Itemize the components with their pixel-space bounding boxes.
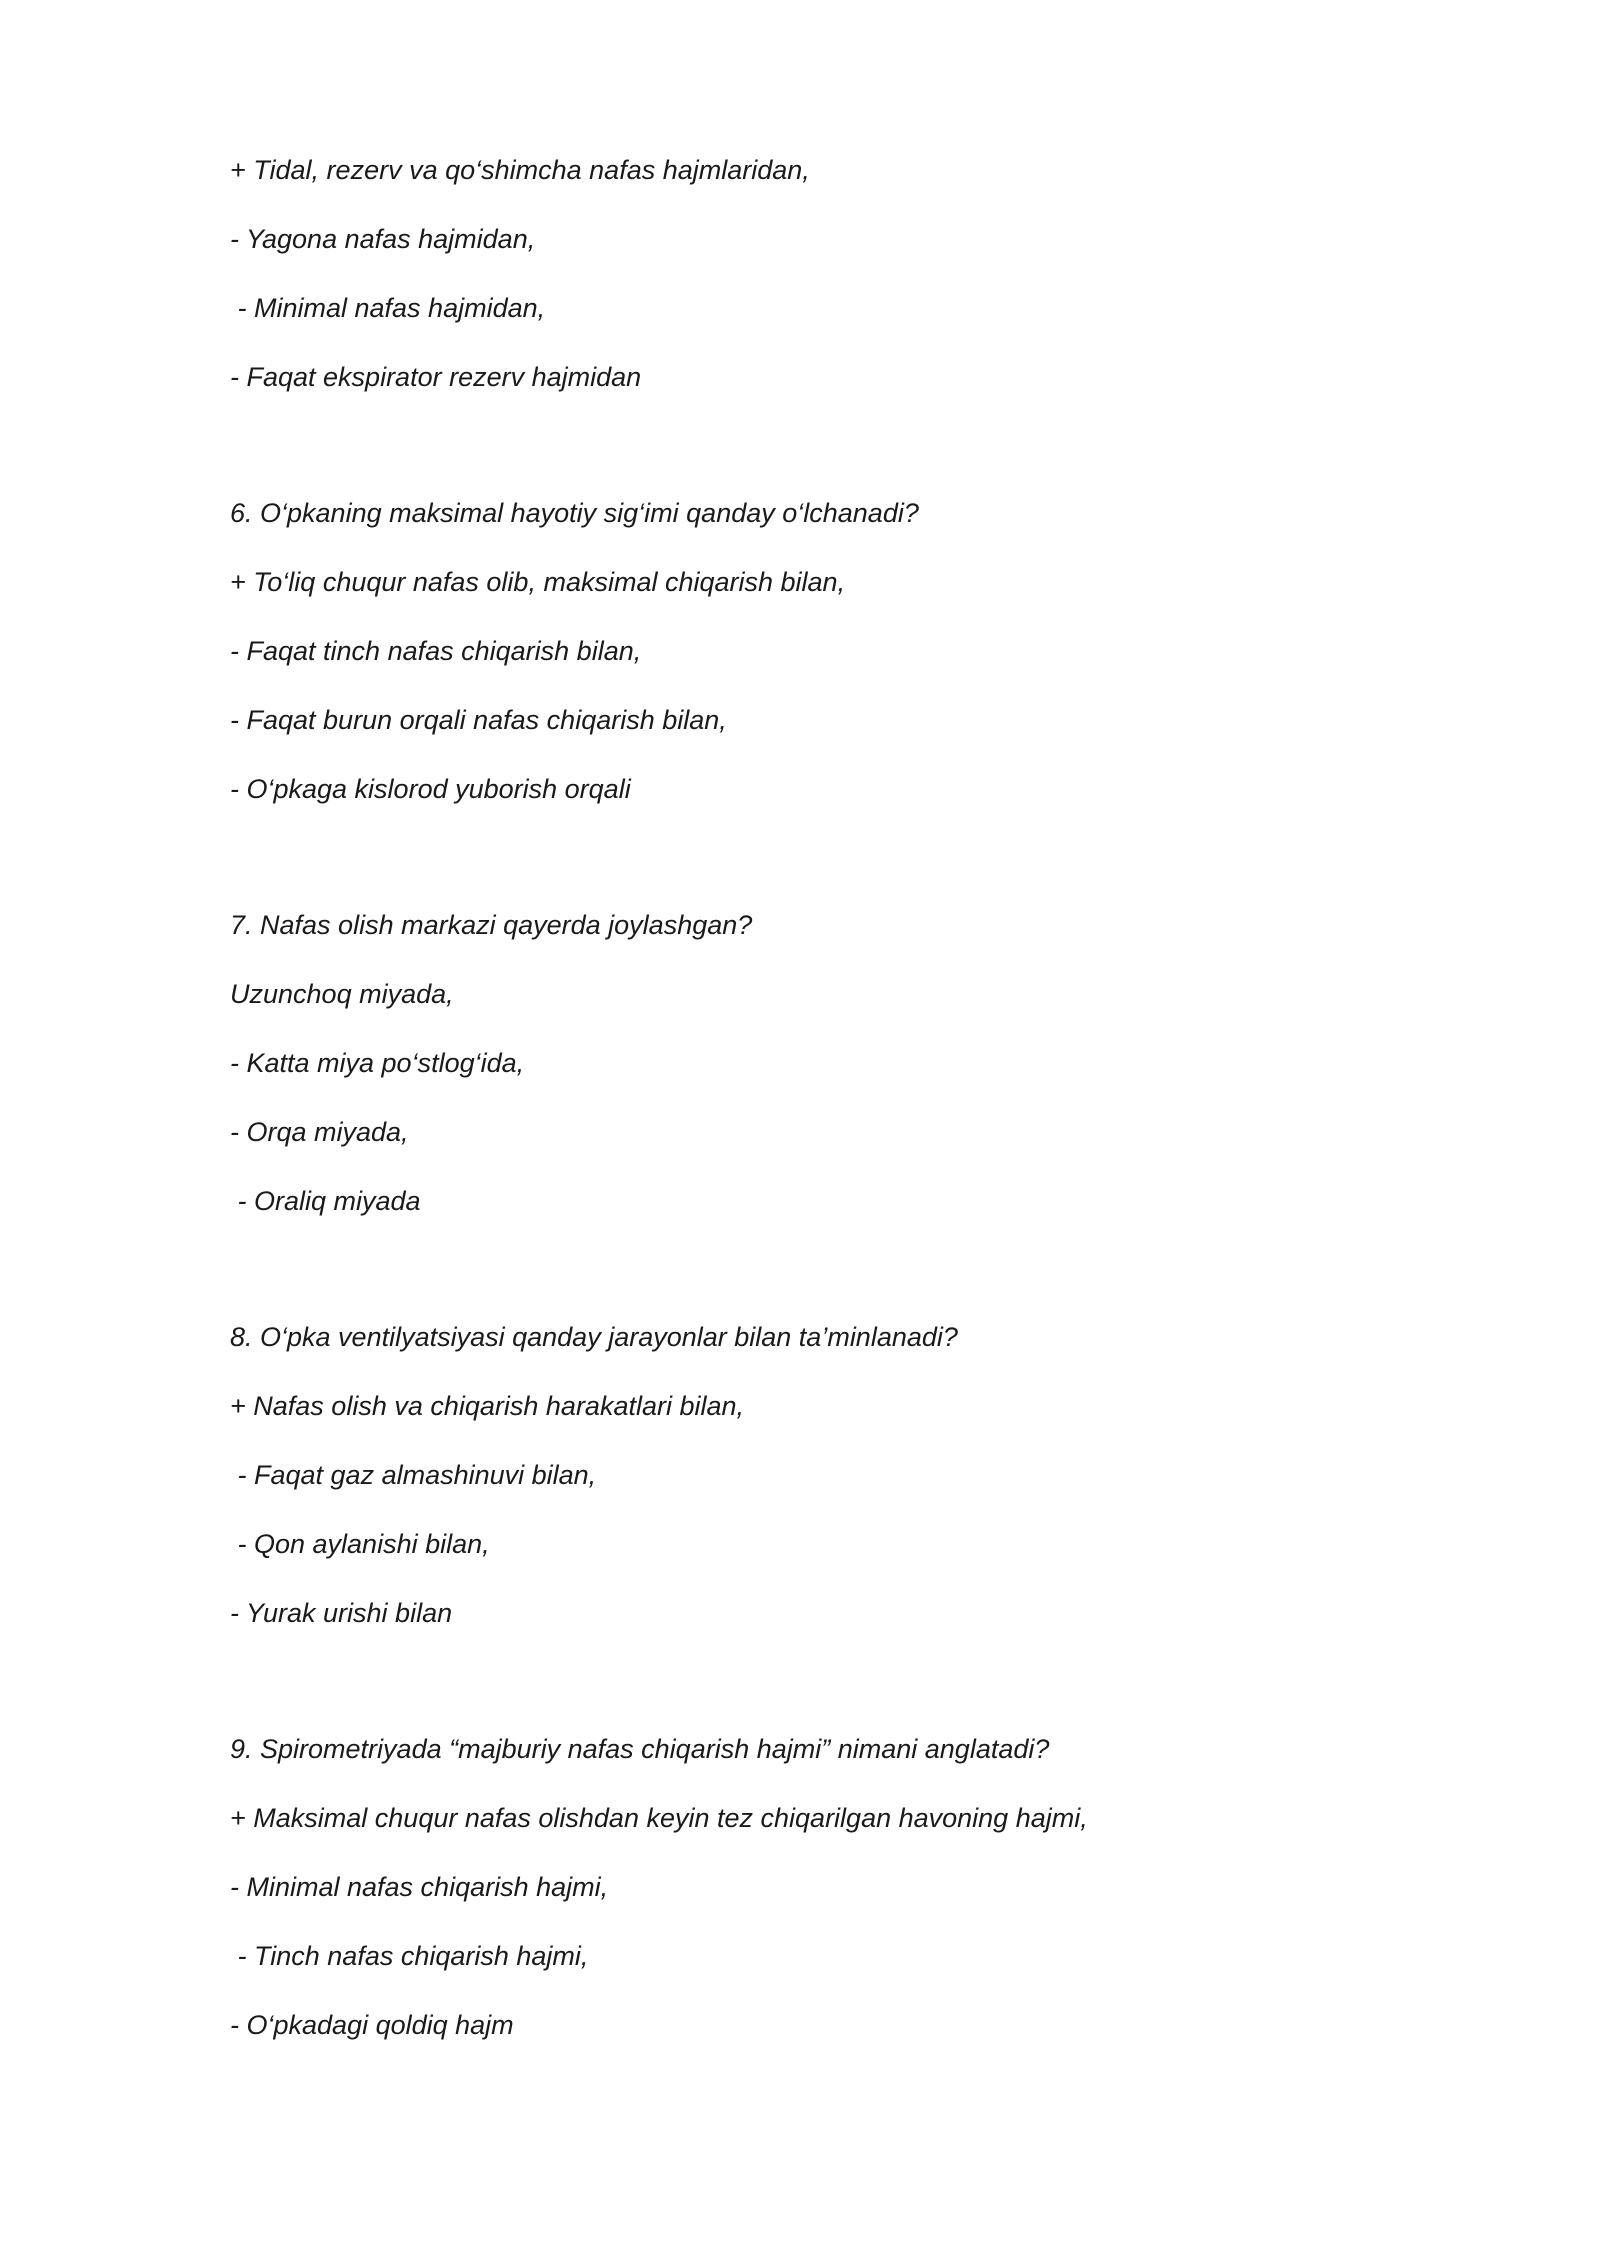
question-block-8 (230, 1317, 1430, 1633)
answer-option: - O‘pkaga kislorod yuborish orqali (230, 774, 631, 804)
answer-option: - O‘pkadagi qoldiq hajm (230, 2010, 514, 2040)
answer-option: - Oraliq miyada (230, 1186, 421, 1216)
answer-option: - Katta miya po‘stlog‘ida, (230, 1048, 525, 1078)
question-block-6 (230, 493, 1430, 809)
document-content (230, 150, 1430, 2074)
answer-option: - Orqa miyada, (230, 1117, 409, 1147)
block-spacer (230, 426, 1430, 493)
answer-option: - Yagona nafas hajmidan, (230, 224, 536, 254)
answer-option-correct: + Maksimal chuqur nafas olishdan keyin tez chiqarilgan havoning hajmi, (230, 1803, 1088, 1833)
answer-option: - Faqat burun orqali nafas chiqarish bilan, (230, 705, 727, 735)
block-spacer (230, 1250, 1430, 1317)
answer-option: - Minimal nafas hajmidan, (230, 293, 546, 323)
answer-option-correct: + Nafas olish va chiqarish harakatlari bilan, (230, 1391, 745, 1421)
answer-option-correct: + Tidal, rezerv va qo‘shimcha nafas hajmlaridan, (230, 155, 810, 185)
question-block-5-answers (230, 150, 1430, 397)
answer-option-correct: + To‘liq chuqur nafas olib, maksimal chiqarish bilan, (230, 567, 846, 597)
question-block-9 (230, 1729, 1430, 2045)
question-block-7 (230, 905, 1430, 1221)
block-spacer (230, 1662, 1430, 1729)
question-text: 6. O‘pkaning maksimal hayotiy sig‘imi qanday o‘lchanadi? (230, 498, 919, 528)
answer-option: - Tinch nafas chiqarish hajmi, (230, 1941, 589, 1971)
question-text: 9. Spirometriyada “majburiy nafas chiqarish hajmi” nimani anglatadi? (230, 1734, 1050, 1764)
question-text: 8. O‘pka ventilyatsiyasi qanday jarayonlar bilan ta’minlanadi? (230, 1322, 958, 1352)
answer-option: - Minimal nafas chiqarish hajmi, (230, 1872, 609, 1902)
answer-option: - Faqat tinch nafas chiqarish bilan, (230, 636, 642, 666)
answer-option: - Qon aylanishi bilan, (230, 1529, 490, 1559)
answer-option: - Faqat ekspirator rezerv hajmidan (230, 362, 642, 392)
answer-option: - Yurak urishi bilan (230, 1598, 453, 1628)
question-text: 7. Nafas olish markazi qayerda joylashgan? (230, 910, 753, 940)
block-spacer (230, 838, 1430, 905)
answer-option-correct: Uzunchoq miyada, (230, 979, 454, 1009)
answer-option: - Faqat gaz almashinuvi bilan, (230, 1460, 597, 1490)
